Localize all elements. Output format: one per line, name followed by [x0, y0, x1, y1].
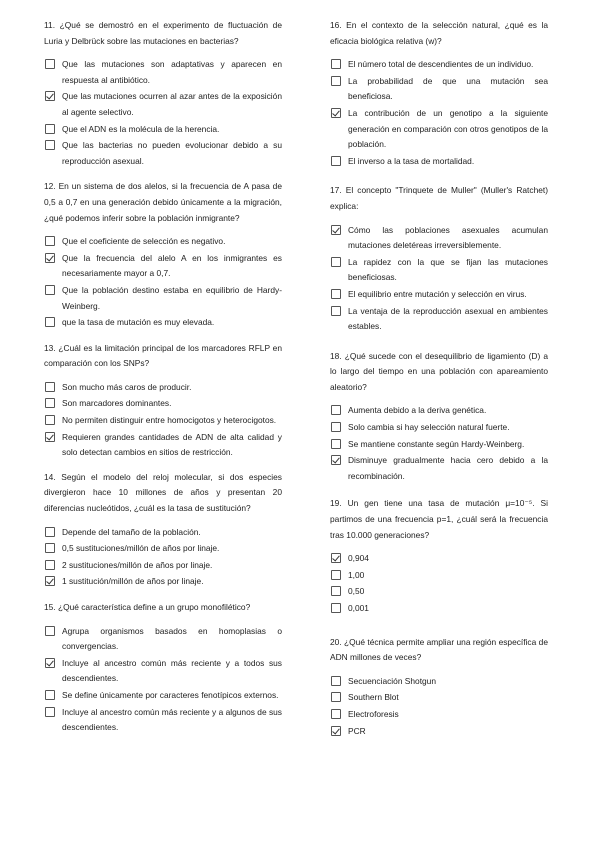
- option-text: 0,001: [348, 603, 369, 613]
- checked-checkbox[interactable]: [331, 225, 341, 235]
- answer-option[interactable]: [330, 551, 548, 567]
- answer-option[interactable]: [44, 624, 282, 655]
- checkbox[interactable]: [331, 570, 341, 580]
- option-text: No permiten distinguir entre homocigotos y heterocigotos.: [62, 415, 277, 426]
- checked-checkbox[interactable]: [331, 726, 341, 736]
- checked-checkbox[interactable]: [331, 108, 341, 118]
- question-block: [44, 18, 282, 169]
- answer-option[interactable]: [330, 403, 548, 419]
- checkbox[interactable]: [331, 422, 341, 432]
- option-text: Que las mutaciones ocurren al azar antes de la exposición al agente selectivo.: [62, 91, 282, 117]
- answer-option[interactable]: [330, 154, 548, 170]
- answer-option[interactable]: [44, 251, 282, 282]
- question-block: [330, 183, 548, 334]
- option-text: Son mucho más caros de producir.: [62, 381, 192, 392]
- option-text: 0,904: [348, 553, 369, 564]
- answer-option[interactable]: [44, 558, 282, 574]
- checkbox[interactable]: [45, 124, 55, 134]
- option-text: Que la frecuencia del alelo A en los inmigrantes es necesariamente mayor a 0,7.: [62, 252, 282, 279]
- checkbox[interactable]: [331, 289, 341, 299]
- checked-checkbox[interactable]: [45, 576, 55, 586]
- checkbox[interactable]: [331, 405, 341, 415]
- question-text: 18. ¿Qué sucede con el desequilibrio de ligamiento (D) a lo largo del tiempo en una población con apareamiento aleatorio?: [330, 350, 548, 392]
- option-text: La rapidez con la que se fijan las mutaciones beneficiosas.: [348, 256, 548, 283]
- checkbox[interactable]: [45, 59, 55, 69]
- question-block: [44, 341, 282, 461]
- option-text: Son marcadores dominantes.: [62, 398, 172, 409]
- checkbox[interactable]: [331, 156, 341, 166]
- answer-option[interactable]: [44, 57, 282, 88]
- question-block: [44, 470, 282, 590]
- answer-option[interactable]: [44, 525, 282, 541]
- answer-option[interactable]: [330, 106, 548, 153]
- option-text: Incluye al ancestro común más reciente y a todos sus descendientes.: [62, 657, 282, 684]
- answer-option[interactable]: [330, 57, 548, 73]
- option-text: El equilibrio entre mutación y selección en virus.: [348, 288, 527, 299]
- answer-option[interactable]: [330, 707, 548, 723]
- answer-option[interactable]: [330, 304, 548, 335]
- answer-option[interactable]: [44, 656, 282, 687]
- answer-option[interactable]: [330, 74, 548, 105]
- left-column: [44, 18, 282, 737]
- question-text: 16. En el contexto de la selección natural, ¿qué es la eficacia biológica relativa (w)?: [330, 20, 548, 46]
- checkbox[interactable]: [45, 415, 55, 425]
- option-text: Que la población destino estaba en equilibrio de Hardy-Weinberg.: [62, 284, 282, 311]
- right-column: [330, 18, 548, 740]
- checkbox[interactable]: [45, 317, 55, 327]
- answer-option[interactable]: [44, 315, 282, 331]
- option-text: que la tasa de mutación es muy elevada.: [62, 317, 215, 328]
- checkbox[interactable]: [45, 236, 55, 246]
- checkbox[interactable]: [45, 382, 55, 392]
- answer-option[interactable]: [330, 453, 548, 484]
- checkbox[interactable]: [45, 140, 55, 150]
- option-text: Que las bacterias no pueden evolucionar debido a su reproducción asexual.: [62, 140, 282, 166]
- checked-checkbox[interactable]: [331, 455, 341, 465]
- answer-option[interactable]: [44, 430, 282, 461]
- checkbox[interactable]: [331, 59, 341, 69]
- option-text: Solo cambia si hay selección natural fuerte.: [348, 422, 510, 433]
- checked-checkbox[interactable]: [331, 553, 341, 563]
- checkbox[interactable]: [45, 398, 55, 408]
- option-text: Requieren grandes cantidades de ADN de alta calidad y solo detectan cambios en sitios de restricción.: [62, 431, 282, 458]
- option-text: La probabilidad de que una mutación sea beneficiosa.: [348, 75, 548, 102]
- option-text: El número total de descendientes de un individuo.: [348, 59, 534, 70]
- answer-option[interactable]: [44, 574, 282, 590]
- option-text: 1,00: [348, 569, 365, 580]
- question-block: [330, 496, 548, 616]
- answer-option[interactable]: [330, 568, 548, 584]
- option-text: La ventaja de la reproducción asexual en ambientes estables.: [348, 305, 548, 332]
- question-text: 12. En un sistema de dos alelos, si la frecuencia de A pasa de 0,5 a 0,7 en una generación debido únicamente a la migración, ¿qué podemos inferir sobre la población inmigrante?: [44, 181, 282, 223]
- checkbox[interactable]: [331, 586, 341, 596]
- option-text: Secuenciación Shotgun: [348, 675, 437, 686]
- answer-option[interactable]: [44, 89, 282, 120]
- option-text: Southern Blot: [348, 692, 399, 703]
- checkbox[interactable]: [45, 707, 55, 717]
- option-text: Que el ADN es la molécula de la herencia.: [62, 123, 220, 134]
- question-text: 13. ¿Cuál es la limitación principal de los marcadores RFLP en comparación con los SNPs?: [44, 342, 282, 369]
- option-text: 1 sustitución/millón de años por linaje.: [62, 576, 204, 587]
- option-text: Electroforesis: [348, 708, 399, 719]
- question-text: 14. Según el modelo del reloj molecular, si dos especies divergieron hace 10 millones de años y presentan 20 diferencias nucleótidos, ¿cuál es la tasa de sustitución?: [44, 471, 282, 514]
- question-text: 11. ¿Qué se demostró en el experimento de fluctuación de Luria y Delbrück sobre las mutaciones en bacterias?: [44, 20, 282, 46]
- checked-checkbox[interactable]: [45, 253, 55, 263]
- answer-option[interactable]: [330, 287, 548, 303]
- answer-option[interactable]: [330, 674, 548, 690]
- question-text: 20. ¿Qué técnica permite ampliar una región específica de ADN millones de veces?: [330, 636, 548, 663]
- option-text: 0,5 sustituciones/millón de años por linaje.: [62, 543, 220, 554]
- checkbox[interactable]: [45, 560, 55, 570]
- answer-option[interactable]: [44, 413, 282, 429]
- option-text: Aumenta debido a la deriva genética.: [348, 405, 487, 416]
- option-text: 0,50: [348, 586, 365, 597]
- checkbox[interactable]: [45, 626, 55, 636]
- answer-option[interactable]: [44, 380, 282, 396]
- checkbox[interactable]: [331, 76, 341, 86]
- answer-option[interactable]: [44, 396, 282, 412]
- option-text: La contribución de un genotipo a la siguiente generación en comparación con otros genotipos de la población.: [348, 107, 548, 150]
- answer-option[interactable]: [330, 420, 548, 436]
- option-text: Que el coeficiente de selección es negativo.: [62, 236, 226, 247]
- question-block: [330, 635, 548, 740]
- question-text: 15. ¿Qué característica define a un grupo monofilético?: [44, 602, 251, 612]
- option-text: Se define únicamente por caracteres fenotípicos externos.: [62, 689, 279, 700]
- answer-option[interactable]: [44, 234, 282, 250]
- checkbox[interactable]: [331, 257, 341, 267]
- option-text: Incluye al ancestro común más reciente y a algunos de sus descendientes.: [62, 706, 282, 733]
- option-text: El inverso a la tasa de mortalidad.: [348, 155, 475, 166]
- answer-option[interactable]: [330, 437, 548, 453]
- checkbox[interactable]: [331, 692, 341, 702]
- checkbox[interactable]: [331, 603, 341, 613]
- checkbox[interactable]: [45, 285, 55, 295]
- answer-option[interactable]: [330, 690, 548, 706]
- option-text: 2 sustituciones/millón de años por linaje.: [62, 559, 213, 570]
- option-text: Que las mutaciones son adaptativas y aparecen en respuesta al antibiótico.: [62, 59, 282, 85]
- checkbox[interactable]: [331, 709, 341, 719]
- checkbox[interactable]: [45, 527, 55, 537]
- answer-option[interactable]: [44, 122, 282, 138]
- question-block: [330, 18, 548, 169]
- answer-option[interactable]: [44, 138, 282, 169]
- checked-checkbox[interactable]: [45, 658, 55, 668]
- option-text: PCR: [348, 725, 366, 736]
- answer-option[interactable]: [330, 584, 548, 600]
- question-text: 17. El concepto "Trinquete de Muller" (Muller's Ratchet) explica:: [330, 185, 548, 211]
- option-text: Depende del tamaño de la población.: [62, 526, 201, 537]
- checked-checkbox[interactable]: [45, 91, 55, 101]
- question-text: 19. Un gen tiene una tasa de mutación μ=10⁻⁵. Si partimos de una frecuencia p=1, ¿cuál será la frecuencia tras 10.000 generaciones?: [330, 498, 548, 540]
- question-block: [44, 179, 282, 330]
- answer-option[interactable]: [44, 541, 282, 557]
- answer-option[interactable]: [330, 255, 548, 286]
- checkbox[interactable]: [45, 543, 55, 553]
- answer-option[interactable]: [44, 283, 282, 314]
- question-block: [44, 600, 282, 736]
- answer-option[interactable]: [330, 223, 548, 254]
- option-text: Agrupa organismos basados en homoplasias o convergencias.: [62, 625, 282, 652]
- answer-option[interactable]: [44, 705, 282, 736]
- checkbox[interactable]: [331, 676, 341, 686]
- checkbox[interactable]: [331, 306, 341, 316]
- checkbox[interactable]: [331, 439, 341, 449]
- option-text: Cómo las poblaciones asexuales acumulan mutaciones deletéreas irreversiblemente.: [348, 224, 548, 251]
- answer-option[interactable]: [44, 688, 282, 704]
- checked-checkbox[interactable]: [45, 432, 55, 442]
- option-text: Disminuye gradualmente hacia cero debido a la recombinación.: [348, 455, 548, 481]
- question-block: [330, 349, 548, 485]
- answer-option[interactable]: [330, 724, 548, 740]
- answer-option[interactable]: [330, 601, 548, 617]
- checkbox[interactable]: [45, 690, 55, 700]
- option-text: Se mantiene constante según Hardy-Weinberg.: [348, 438, 525, 449]
